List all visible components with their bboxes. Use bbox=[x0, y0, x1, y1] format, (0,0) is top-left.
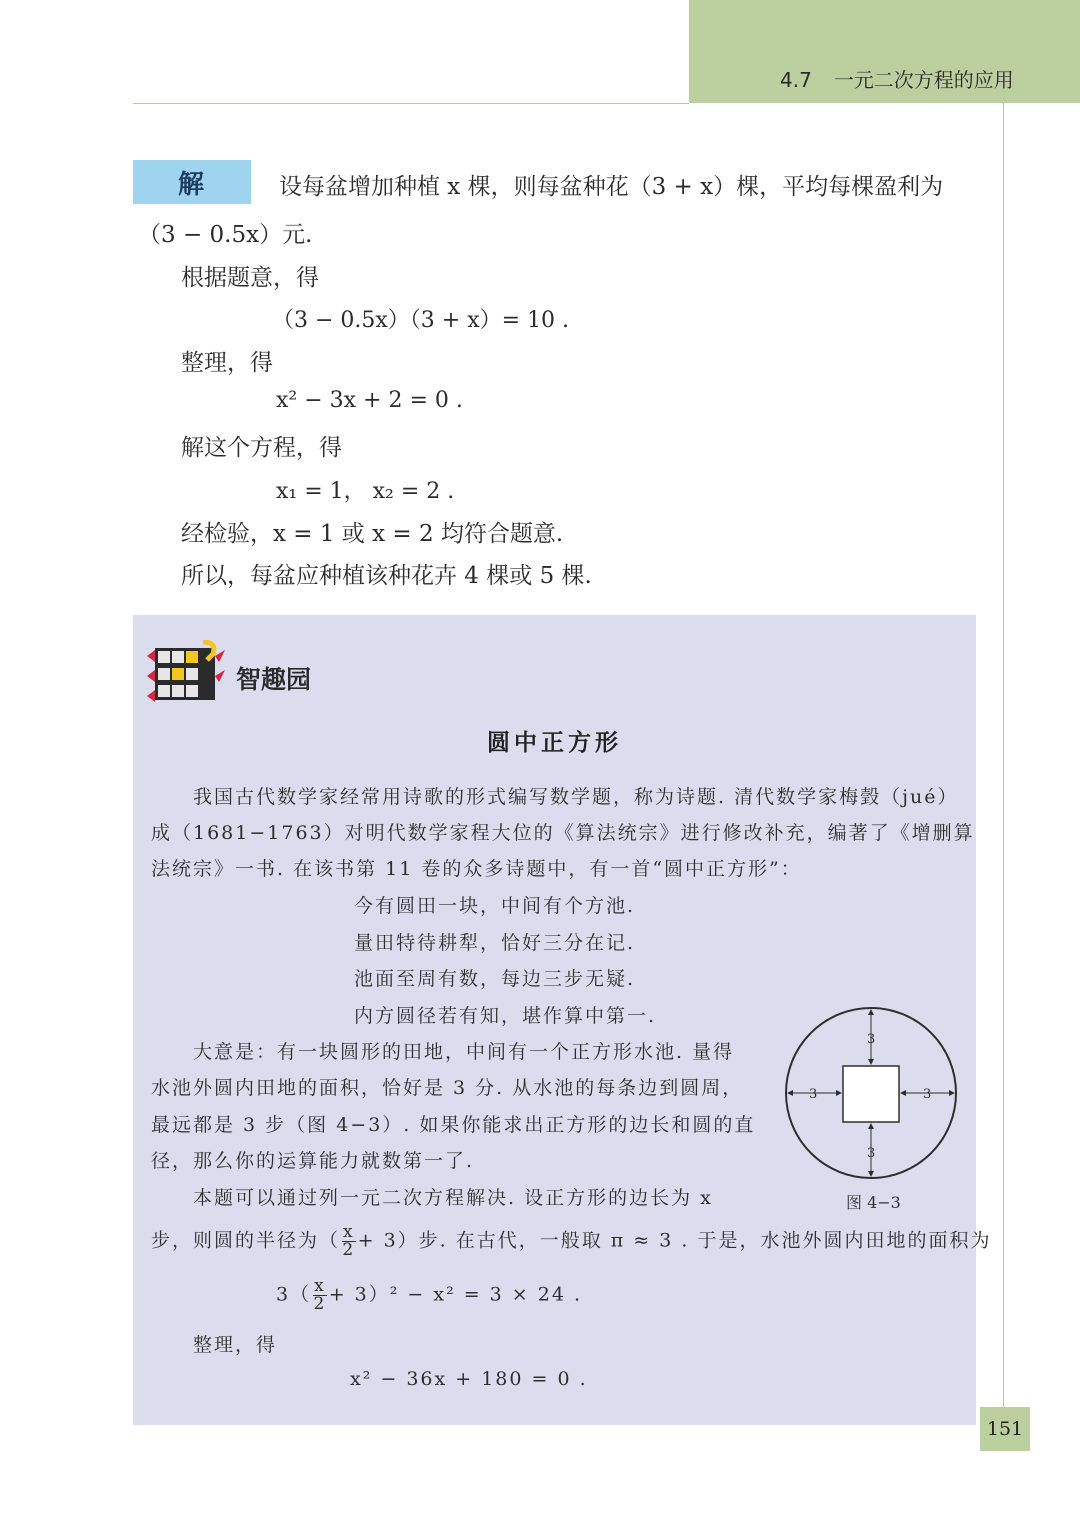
area-equation: 3（ $\frac{x}{2}$ + 3）² − x² = 3 × 24 . bbox=[276, 1276, 583, 1314]
step-solve: 解这个方程，得 bbox=[181, 435, 342, 461]
fraction-x-over-2: $\frac{x}{2}$ bbox=[313, 1276, 327, 1314]
page-number: 151 bbox=[980, 1407, 1030, 1451]
equation-2: x² − 3x + 2 = 0 . bbox=[276, 388, 463, 413]
puzzle-logo-icon bbox=[147, 640, 227, 704]
paragraph-2-line-4: 径，那么你的运算能力就数第一了. bbox=[151, 1150, 475, 1172]
solution-line-2: （3 − 0.5x）元. bbox=[138, 222, 313, 248]
figure-label-bottom: 3 bbox=[867, 1146, 876, 1161]
equation-3: x₁ = 1， x₂ = 2 . bbox=[276, 479, 455, 504]
poem-line: 今有圆田一块，中间有个方池. bbox=[354, 895, 636, 917]
poem-line: 量田特待耕犁，恰好三分在记. bbox=[354, 932, 636, 954]
step-simplify-2: 整理，得 bbox=[193, 1334, 278, 1356]
paragraph-3-line-2: 步，则圆的半径为（ $\frac{x}{2}$ + 3）步. 在古代，一般取 π ≈ 3 . 于是，水池外圆内田地的面积为 bbox=[151, 1222, 992, 1260]
paragraph-1-line-2: 成（1681−1763）对明代数学家程大位的《算法统宗》进行修改补充，编著了《增删算 bbox=[151, 822, 975, 844]
fun-section-title: 智趣园 bbox=[236, 665, 312, 694]
poem-heading: 圆中正方形 bbox=[487, 729, 622, 756]
paragraph-2-line-3: 最远都是 3 步（图 4−3）. 如果你能求出正方形的边长和圆的直 bbox=[151, 1114, 756, 1136]
paragraph-2-line-1: 大意是：有一块圆形的田地，中间有一个正方形水池. 量得 bbox=[193, 1041, 735, 1063]
conclusion-line: 所以，每盆应种植该种花卉 4 棵或 5 棵. bbox=[181, 563, 592, 589]
equation-1: （3 − 0.5x）（3 + x）= 10 . bbox=[272, 308, 570, 333]
step-by-meaning: 根据题意，得 bbox=[181, 265, 319, 291]
poem-line: 内方圆径若有知，堪作算中第一. bbox=[354, 1005, 657, 1027]
figure-label-right: 3 bbox=[923, 1087, 932, 1102]
solution-label: 解 bbox=[133, 160, 251, 204]
solution-line-1: 设每盆增加种植 x 棵，则每盆种花（3 + x）棵，平均每棵盈利为 bbox=[279, 174, 944, 200]
paragraph-2-line-2: 水池外圆内田地的面积，恰好是 3 分. 从水池的每条边到圆周， bbox=[151, 1077, 744, 1099]
step-simplify: 整理，得 bbox=[181, 350, 273, 376]
margin-divider bbox=[1003, 103, 1004, 1408]
quadratic-equation: x² − 36x + 180 = 0 . bbox=[350, 1368, 588, 1390]
figure-label-top: 3 bbox=[867, 1032, 876, 1047]
header-divider bbox=[133, 103, 689, 104]
paragraph-1-line-3: 法统宗》一书. 在该书第 11 卷的众多诗题中，有一首“圆中正方形”： bbox=[151, 858, 802, 880]
check-line: 经检验，x = 1 或 x = 2 均符合题意. bbox=[181, 521, 564, 547]
fraction-x-over-2: $\frac{x}{2}$ bbox=[342, 1222, 356, 1260]
poem-line: 池面至周有数，每边三步无疑. bbox=[354, 968, 636, 990]
figure-caption: 图 4−3 bbox=[846, 1193, 901, 1212]
paragraph-3-line-1: 本题可以通过列一元二次方程解决. 设正方形的边长为 x bbox=[193, 1187, 713, 1209]
figure-label-left: 3 bbox=[809, 1087, 818, 1102]
section-title: 4.7 一元二次方程的应用 bbox=[780, 68, 1014, 92]
circle-square-figure bbox=[783, 1007, 963, 1182]
paragraph-1-line-1: 我国古代数学家经常用诗歌的形式编写数学题，称为诗题. 清代数学家梅瑴（jué） bbox=[193, 786, 959, 808]
